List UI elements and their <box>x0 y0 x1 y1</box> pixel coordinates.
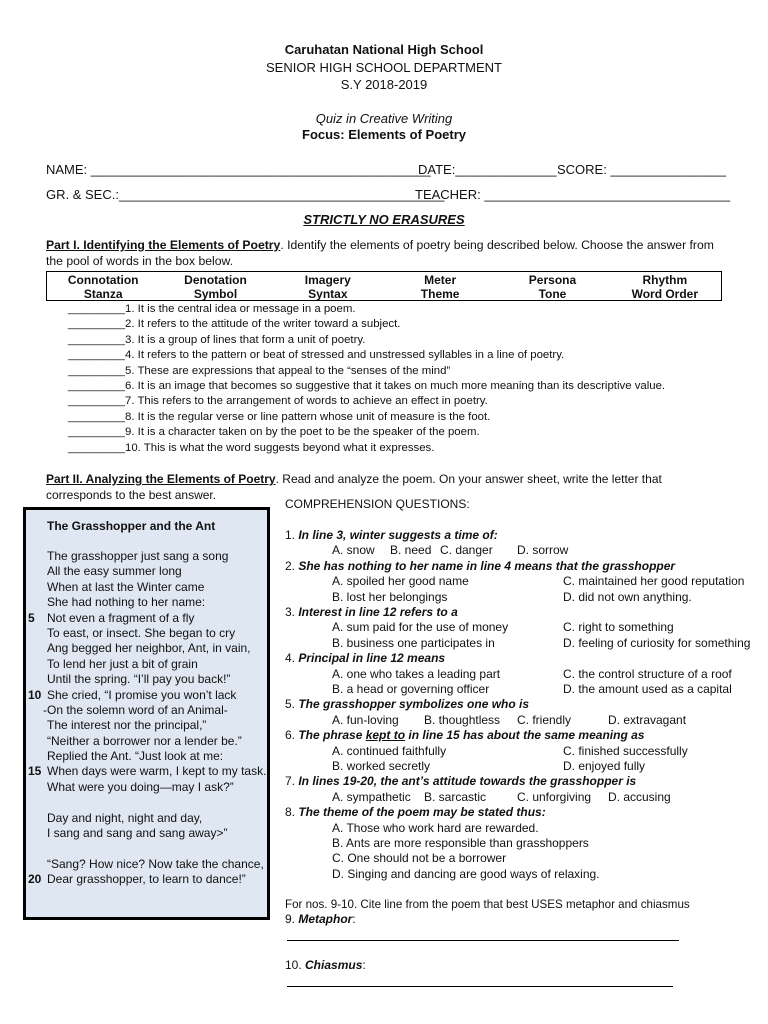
name-field[interactable]: NAME: _______________________________________________ <box>46 162 431 177</box>
word-pool-term: Meter <box>424 273 457 287</box>
question-text: In lines 19-20, the ant’s attitude towards the grasshopper is <box>298 774 637 789</box>
answer-option[interactable]: D. extravagant <box>608 712 687 727</box>
answer-option[interactable]: A. sum paid for the use of money <box>332 620 509 635</box>
poem-line <box>26 611 266 626</box>
poem-stanza-gap <box>26 841 266 856</box>
score-field[interactable]: SCORE: ________________ <box>557 162 727 177</box>
part1-item[interactable]: _________7. This refers to the arrangement of words to achieve an effect in poetry. <box>68 395 488 408</box>
question-text: The theme of the poem may be stated thus: <box>298 805 546 820</box>
q10-label: Chiasmus <box>305 958 363 972</box>
answer-option[interactable]: D. feeling of curiosity for something <box>563 635 751 650</box>
answer-option[interactable]: D. Singing and dancing are good ways of relaxing. <box>332 866 600 881</box>
word-pool-term: Denotation <box>184 273 247 287</box>
word-pool-term: Stanza <box>83 287 123 301</box>
question-text: She has nothing to her name in line 4 means that the grasshopper <box>298 558 676 573</box>
q10-answer-line[interactable] <box>287 986 673 987</box>
poem-line <box>26 564 266 579</box>
answer-option[interactable]: B. sarcastic <box>424 789 487 804</box>
word-pool-term: Rhythm <box>642 273 688 287</box>
option-row <box>285 759 755 774</box>
poem-line <box>26 641 266 656</box>
part1-heading: Part I. Identifying the Elements of Poetry <box>46 238 281 252</box>
poem-line <box>26 826 266 841</box>
answer-option[interactable]: C. danger <box>440 543 493 558</box>
answer-option[interactable]: A. Those who work hard are rewarded. <box>332 820 539 835</box>
word-pool-column <box>609 272 721 300</box>
answer-option[interactable]: A. snow <box>332 543 375 558</box>
poem-line <box>26 688 266 703</box>
word-pool-column <box>47 272 159 300</box>
school-year: S.Y 2018-2019 <box>340 77 428 92</box>
option-row <box>285 821 755 836</box>
poem-line-number: 15 <box>28 764 42 779</box>
part1-instructions <box>46 237 722 269</box>
poem-line-text: When days were warm, I kept to my task. <box>47 764 267 779</box>
poem-line <box>26 703 266 718</box>
q9-label-row <box>285 912 356 927</box>
teacher-field[interactable]: TEACHER: __________________________________ <box>415 187 731 202</box>
poem-line-text: What were you doing—may I ask?” <box>47 779 234 794</box>
answer-option[interactable]: C. right to something <box>563 620 674 635</box>
option-row <box>285 851 755 866</box>
answer-option[interactable]: D. accusing <box>608 789 671 804</box>
q10-colon: : <box>362 958 366 972</box>
poem-line-text: Replied the Ant. “Just look at me: <box>47 749 224 764</box>
answer-option[interactable]: B. lost her belongings <box>332 589 448 604</box>
part1-instruction-text: . Identify the elements of poetry being described below. Choose the answer from the pool of words in the box below. <box>46 238 714 268</box>
poem-line <box>26 749 266 764</box>
word-pool-box <box>46 271 722 301</box>
answer-option[interactable]: C. One should not be a borrower <box>332 851 507 866</box>
question-stem <box>285 559 755 574</box>
part1-item[interactable]: _________6. It is an image that becomes so suggestive that it takes on much more meaning than its descriptive value. <box>68 380 666 393</box>
poem-title: The Grasshopper and the Ant <box>47 519 216 533</box>
part1-item[interactable]: _________4. It refers to the pattern or beat of stressed and unstressed syllables in a line of poetry. <box>68 349 565 362</box>
option-row <box>285 867 755 882</box>
poem-line <box>26 764 266 779</box>
part1-item[interactable]: _________1. It is the central idea or message in a poem. <box>68 303 356 315</box>
poem-line-text: Day and night, night and day, <box>47 810 203 825</box>
option-row <box>285 543 755 558</box>
question-stem <box>285 728 755 743</box>
word-pool-term: Symbol <box>193 287 238 301</box>
school-name: Caruhatan National High School <box>284 42 484 57</box>
poem-line-text: To east, or insect. She began to cry <box>47 625 236 640</box>
answer-option[interactable]: D. the amount used as a capital <box>563 681 732 696</box>
answer-option[interactable]: C. the control structure of a roof <box>563 666 732 681</box>
question-number: 1. <box>285 528 299 542</box>
poem-line-text: The grasshopper just sang a song <box>47 549 229 563</box>
q9-colon: : <box>352 912 356 926</box>
word-pool-term: Theme <box>420 287 460 301</box>
option-row <box>285 620 755 635</box>
poem-lines <box>26 549 266 888</box>
poem-line-text: The interest nor the principal,” <box>47 718 207 733</box>
question-number: 4. <box>285 651 299 666</box>
option-row <box>285 790 755 805</box>
poem-line-text: She cried, “I promise you won’t lack <box>47 687 237 702</box>
poem-line-text: On the solemn word of an Animal- <box>47 702 228 717</box>
word-pool-column <box>159 272 271 300</box>
answer-option[interactable]: C. maintained her good reputation <box>563 574 745 589</box>
question-text: The grasshopper symbolizes one who is <box>298 697 530 712</box>
no-erasures-notice: STRICTLY NO ERASURES <box>303 212 465 227</box>
question-stem <box>285 697 755 712</box>
poem-line <box>26 549 266 564</box>
poem-line <box>26 657 266 672</box>
option-row <box>285 744 755 759</box>
q10-number: 10. <box>285 958 306 972</box>
question-stem <box>285 651 755 666</box>
part1-item[interactable]: _________8. It is the regular verse or line pattern whose unit of measure is the foot. <box>68 410 491 423</box>
poem-line-number: 5 <box>28 610 35 625</box>
poem-line-text: All the easy summer long <box>47 564 182 579</box>
word-pool-column <box>496 272 608 300</box>
option-row <box>285 713 755 728</box>
question-stem <box>285 528 755 543</box>
part2-instruction-text: . Read and analyze the poem. On your answer sheet, write the letter that corresponds to the best answer. <box>46 472 662 502</box>
part1-item[interactable]: _________9. It is a character taken on by the poet to be the speaker of the poem. <box>68 426 480 439</box>
answer-option[interactable]: A. fun-loving <box>332 712 399 727</box>
poem-line-text: “Sang? How nice? Now take the chance, <box>47 856 264 871</box>
answer-option[interactable]: A. continued faithfully <box>332 743 447 758</box>
question-stem <box>285 805 755 820</box>
word-pool-term: Word Order <box>631 287 699 301</box>
question-text: In line 3, winter suggests a time of: <box>298 528 498 542</box>
answer-option[interactable]: B. need <box>390 543 432 558</box>
word-pool-term: Tone <box>538 287 567 301</box>
poem-stanza-gap <box>26 795 266 810</box>
word-pool-column <box>272 272 384 300</box>
option-row <box>285 636 755 651</box>
quiz-title: Quiz in Creative Writing <box>315 111 453 126</box>
answer-option[interactable]: C. unforgiving <box>517 789 592 804</box>
poem-line-text: To lend her just a bit of grain <box>47 656 198 671</box>
answer-option[interactable]: B. a head or governing officer <box>332 681 490 696</box>
grade-section-field[interactable]: GR. & SEC.:_____________________________________________ <box>46 187 445 202</box>
part1-items <box>68 302 665 456</box>
part1-item[interactable]: _________10. This is what the word suggests beyond what it expresses. <box>68 441 435 454</box>
quiz-focus: Focus: Elements of Poetry <box>302 127 466 142</box>
answer-option[interactable]: D. enjoyed fully <box>563 758 646 773</box>
poem-line-number: - <box>43 702 47 717</box>
option-row <box>285 574 755 589</box>
answer-option[interactable]: A. spoiled her good name <box>332 574 469 589</box>
q10-label-row <box>285 958 366 973</box>
poem-line <box>26 811 266 826</box>
poem-line-number: 10 <box>28 687 42 702</box>
poem-box <box>23 507 270 920</box>
option-row <box>285 590 755 605</box>
poem-line <box>26 626 266 641</box>
poem-line <box>26 672 266 687</box>
poem-line-text: “Neither a borrower nor a lender be.” <box>47 733 242 748</box>
answer-option[interactable]: D. sorrow <box>517 543 569 558</box>
question-number: 3. <box>285 604 299 619</box>
word-pool-column <box>384 272 496 300</box>
comprehension-questions <box>285 528 755 882</box>
poem-line-number: 20 <box>28 872 42 887</box>
question-number: 7. <box>285 774 299 789</box>
question-text: Principal in line 12 means <box>298 651 446 666</box>
poem-line <box>26 718 266 733</box>
answer-option[interactable]: C. finished successfully <box>563 743 688 758</box>
date-field[interactable]: DATE:______________ <box>418 162 557 177</box>
answer-option[interactable]: C. friendly <box>517 712 572 727</box>
q9-label: Metaphor <box>298 912 353 926</box>
question-number: 5. <box>285 697 299 712</box>
answer-option[interactable]: A. sympathetic <box>332 789 411 804</box>
poem-line <box>26 580 266 595</box>
q9-number: 9. <box>285 912 299 926</box>
poem-line-text: Not even a fragment of a fly <box>47 610 195 625</box>
question-stem <box>285 605 755 620</box>
word-pool-term: Connotation <box>67 273 139 287</box>
poem-line <box>26 734 266 749</box>
question-stem <box>285 774 755 789</box>
question-underlined-phrase: kept to <box>365 728 406 743</box>
question-text: in line 15 has about the same meaning as <box>405 728 645 743</box>
poem-line <box>26 780 266 795</box>
department-name: SENIOR HIGH SCHOOL DEPARTMENT <box>266 60 502 75</box>
answer-option[interactable]: B. business one participates in <box>332 635 495 650</box>
part1-item[interactable]: _________2. It refers to the attitude of the writer toward a subject. <box>68 318 401 331</box>
question-number: 6. <box>285 728 299 743</box>
answer-option[interactable]: D. did not own anything. <box>563 589 692 604</box>
poem-line-text: Until the spring. “I’ll pay you back!” <box>47 672 231 687</box>
poem-line-text: When at last the Winter came <box>47 579 205 594</box>
poem-line-text: Ang begged her neighbor, Ant, in vain, <box>47 641 251 656</box>
poem-line-text: I sang and sang and sang away>” <box>47 826 228 841</box>
cite-instruction: For nos. 9-10. Cite line from the poem that best USES metaphor and chiasmus <box>285 898 690 911</box>
part1-item[interactable]: _________5. These are expressions that appeal to the “senses of the mind” <box>68 364 451 377</box>
comprehension-label: COMPREHENSION QUESTIONS: <box>285 497 470 511</box>
poem-line <box>26 857 266 872</box>
poem-line-text: She had nothing to her name: <box>47 595 206 610</box>
word-pool-term: Persona <box>528 273 577 287</box>
word-pool-term: Imagery <box>304 273 351 287</box>
q9-answer-line[interactable] <box>287 940 679 941</box>
poem-line-text: Dear grasshopper, to learn to dance!” <box>47 872 246 887</box>
part1-item[interactable]: _________3. It is a group of lines that form a unit of poetry. <box>68 333 366 346</box>
poem-line <box>26 595 266 610</box>
poem-line <box>26 872 266 887</box>
question-text: Interest in line 12 refers to a <box>298 604 458 619</box>
answer-option[interactable]: A. one who takes a leading part <box>332 666 501 681</box>
answer-option[interactable]: B. worked secretly <box>332 758 431 773</box>
answer-option[interactable]: B. Ants are more responsible than grasshoppers <box>332 835 589 850</box>
question-number: 8. <box>285 805 299 820</box>
option-row <box>285 836 755 851</box>
option-row <box>285 682 755 697</box>
option-row <box>285 667 755 682</box>
word-pool-term: Syntax <box>308 287 348 301</box>
question-text: The phrase <box>298 728 366 743</box>
part2-heading: Part II. Analyzing the Elements of Poetry <box>46 472 276 486</box>
answer-option[interactable]: B. thoughtless <box>424 712 501 727</box>
question-number: 2. <box>285 558 299 573</box>
